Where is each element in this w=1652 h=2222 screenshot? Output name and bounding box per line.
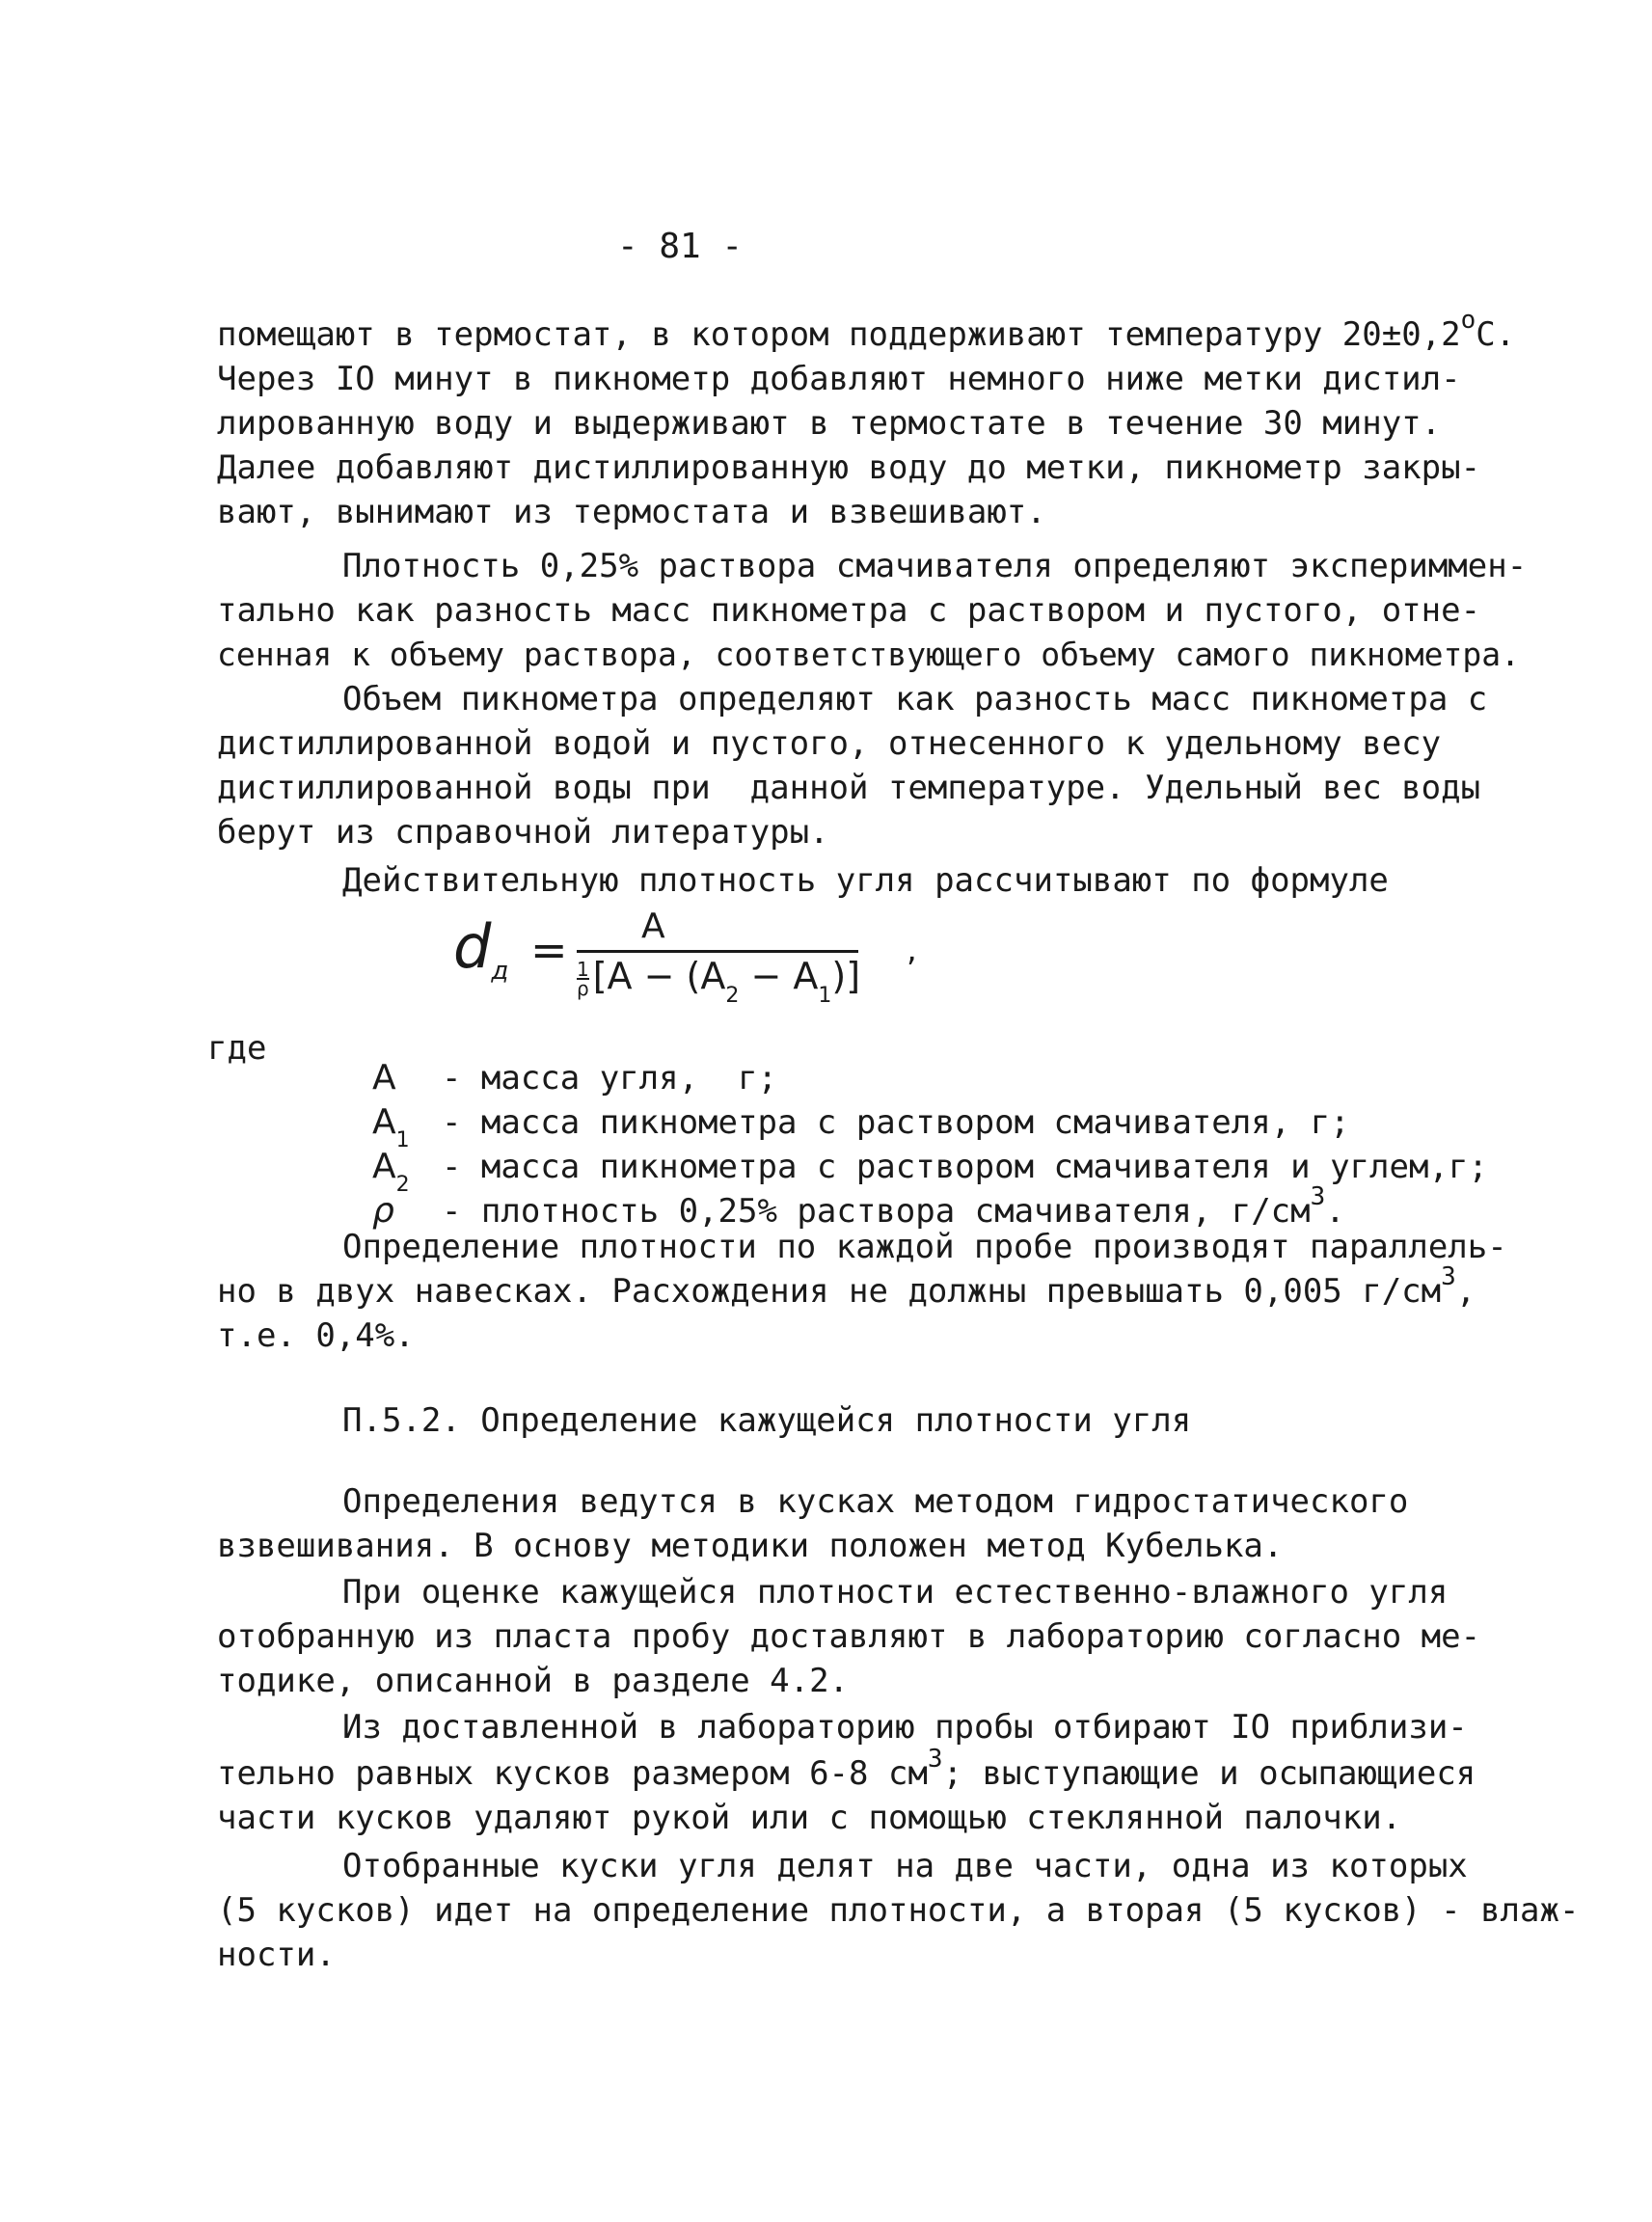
- formula-denominator: [577, 955, 861, 1008]
- p2-line-3: сенная к объему раствора, соответствующего объему самого пикнометра.: [217, 636, 1521, 673]
- p2-line-1: Плотность 0,25% раствора смачивателя определяют экспериммен-: [342, 547, 1528, 585]
- p3-line-3: дистиллированной воды при данной температуре. Удельный вес воды: [217, 769, 1481, 807]
- fraction-bar: [577, 950, 858, 953]
- p4-line-3: т.е. 0,4%.: [217, 1316, 415, 1355]
- p3-line-4: берут из справочной литературы.: [217, 813, 829, 852]
- p3-line-2: дистиллированной водой и пустого, отнесенного к удельному весу: [217, 724, 1442, 763]
- definition-rho: [333, 1161, 1345, 1229]
- p8-line-3: ности.: [217, 1936, 336, 1974]
- den-a2-sub: 2: [725, 984, 740, 1008]
- den-bracket-open: [A − (A: [592, 955, 726, 997]
- p6-line-3: тодике, описанной в разделе 4.2.: [217, 1662, 850, 1700]
- def-a2-sub: 2: [395, 1173, 410, 1197]
- p7-line-2-text: тельно равных кусков размером 6-8 см: [217, 1754, 928, 1793]
- den-minus: − A: [739, 955, 819, 997]
- p5-line-2: взвешивания. В основу методики положен метод Кубелька.: [217, 1527, 1284, 1565]
- page-number: - 81 -: [617, 227, 744, 266]
- def-a-symbol: A: [371, 1058, 396, 1097]
- section-heading: П.5.2. Определение кажущейся плотности угля: [342, 1401, 1192, 1440]
- p6-line-1: При оценке кажущейся плотности естественно-влажного угля: [342, 1573, 1449, 1612]
- p8-line-2: (5 кусков) идет на определение плотности, а вторая (5 кусков) - влаж-: [217, 1891, 1580, 1930]
- def-rho-text: - плотность 0,25% раствора смачивателя, г/см: [441, 1192, 1311, 1231]
- p1-line-3: лированную воду и выдерживают в термостате в течение 30 минут.: [217, 404, 1442, 443]
- p8-line-1: Отобранные куски угля делят на две части, одна из которых: [342, 1847, 1468, 1885]
- p7-line-2: [217, 1745, 1476, 1793]
- p4-line-1: Определение плотности по каждой пробе производят параллель-: [342, 1228, 1507, 1266]
- den-a1-sub: 1: [818, 984, 832, 1008]
- formula-intro: Действительную плотность угля рассчитывают по формуле: [342, 861, 1389, 900]
- def-a1-symbol: A: [371, 1102, 396, 1142]
- p4-line-2-text: но в двух навесках. Расхождения не должны превышать 0,005 г/см: [217, 1272, 1442, 1311]
- def-rho-symbol: ρ: [371, 1191, 394, 1231]
- p1-line-1-text: помещают в термостат, в котором поддерживают температуру 20: [217, 315, 1382, 354]
- formula-lhs-symbol: d: [453, 911, 492, 982]
- p7-exp: 3: [927, 1745, 943, 1774]
- def-a2-symbol: A: [371, 1147, 396, 1186]
- den-fraction: [577, 957, 589, 1000]
- p4-exp: 3: [1441, 1262, 1456, 1291]
- temperature-unit: C.: [1476, 315, 1516, 354]
- p1-line-4: Далее добавляют дистиллированную воду до метки, пикнометр закры-: [217, 448, 1481, 487]
- formula-lhs: [453, 911, 509, 986]
- p1-line-5: вают, вынимают из термостата и взвешивают.: [217, 493, 1046, 531]
- def-a-text: - масса угля, г;: [441, 1059, 777, 1097]
- formula-comma: ,: [907, 931, 917, 969]
- formula-lhs-sub: д: [491, 957, 509, 986]
- where-label: где: [207, 1029, 267, 1068]
- formula-equals: =: [530, 924, 568, 976]
- p7-line-3: части кусков удаляют рукой или с помощью стеклянной палочки.: [217, 1799, 1402, 1837]
- p1-line-2: Через IO минут в пикнометр добавляют немного ниже метки дистил-: [217, 360, 1461, 398]
- den-bracket-close: )]: [831, 955, 861, 997]
- p7-tail: ; выступающие и осыпающиеся: [942, 1754, 1476, 1793]
- def-a2-text: - масса пикнометра с раствором смачивателя и углем,г;: [441, 1148, 1488, 1186]
- degree-sign: o: [1460, 306, 1476, 335]
- def-rho-end: .: [1325, 1192, 1345, 1231]
- def-a1-sub: 1: [395, 1128, 410, 1152]
- p1-line-1: [217, 306, 1516, 354]
- p2-line-2: тально как разность масс пикнометра с раствором и пустого, отне-: [217, 591, 1481, 630]
- p7-line-1: Из доставленной в лабораторию пробы отбирают IO приблизи-: [342, 1708, 1468, 1747]
- p5-line-1: Определения ведутся в кусках методом гидростатического: [342, 1482, 1409, 1521]
- def-a1-text: - масса пикнометра с раствором смачивателя, г;: [441, 1103, 1350, 1142]
- den-one: 1: [577, 957, 589, 981]
- p4-line-2: [217, 1262, 1476, 1311]
- temperature-tolerance: ±0,2: [1381, 315, 1461, 354]
- den-rho: ρ: [577, 976, 589, 1000]
- p6-line-2: отобранную из пласта пробу доставляют в лабораторию согласно ме-: [217, 1617, 1481, 1656]
- def-rho-exp: 3: [1310, 1182, 1326, 1211]
- p3-line-1: Объем пикнометра определяют как разность масс пикнометра с: [342, 680, 1488, 718]
- p4-end: ,: [1455, 1272, 1476, 1311]
- formula-numerator: A: [641, 907, 665, 946]
